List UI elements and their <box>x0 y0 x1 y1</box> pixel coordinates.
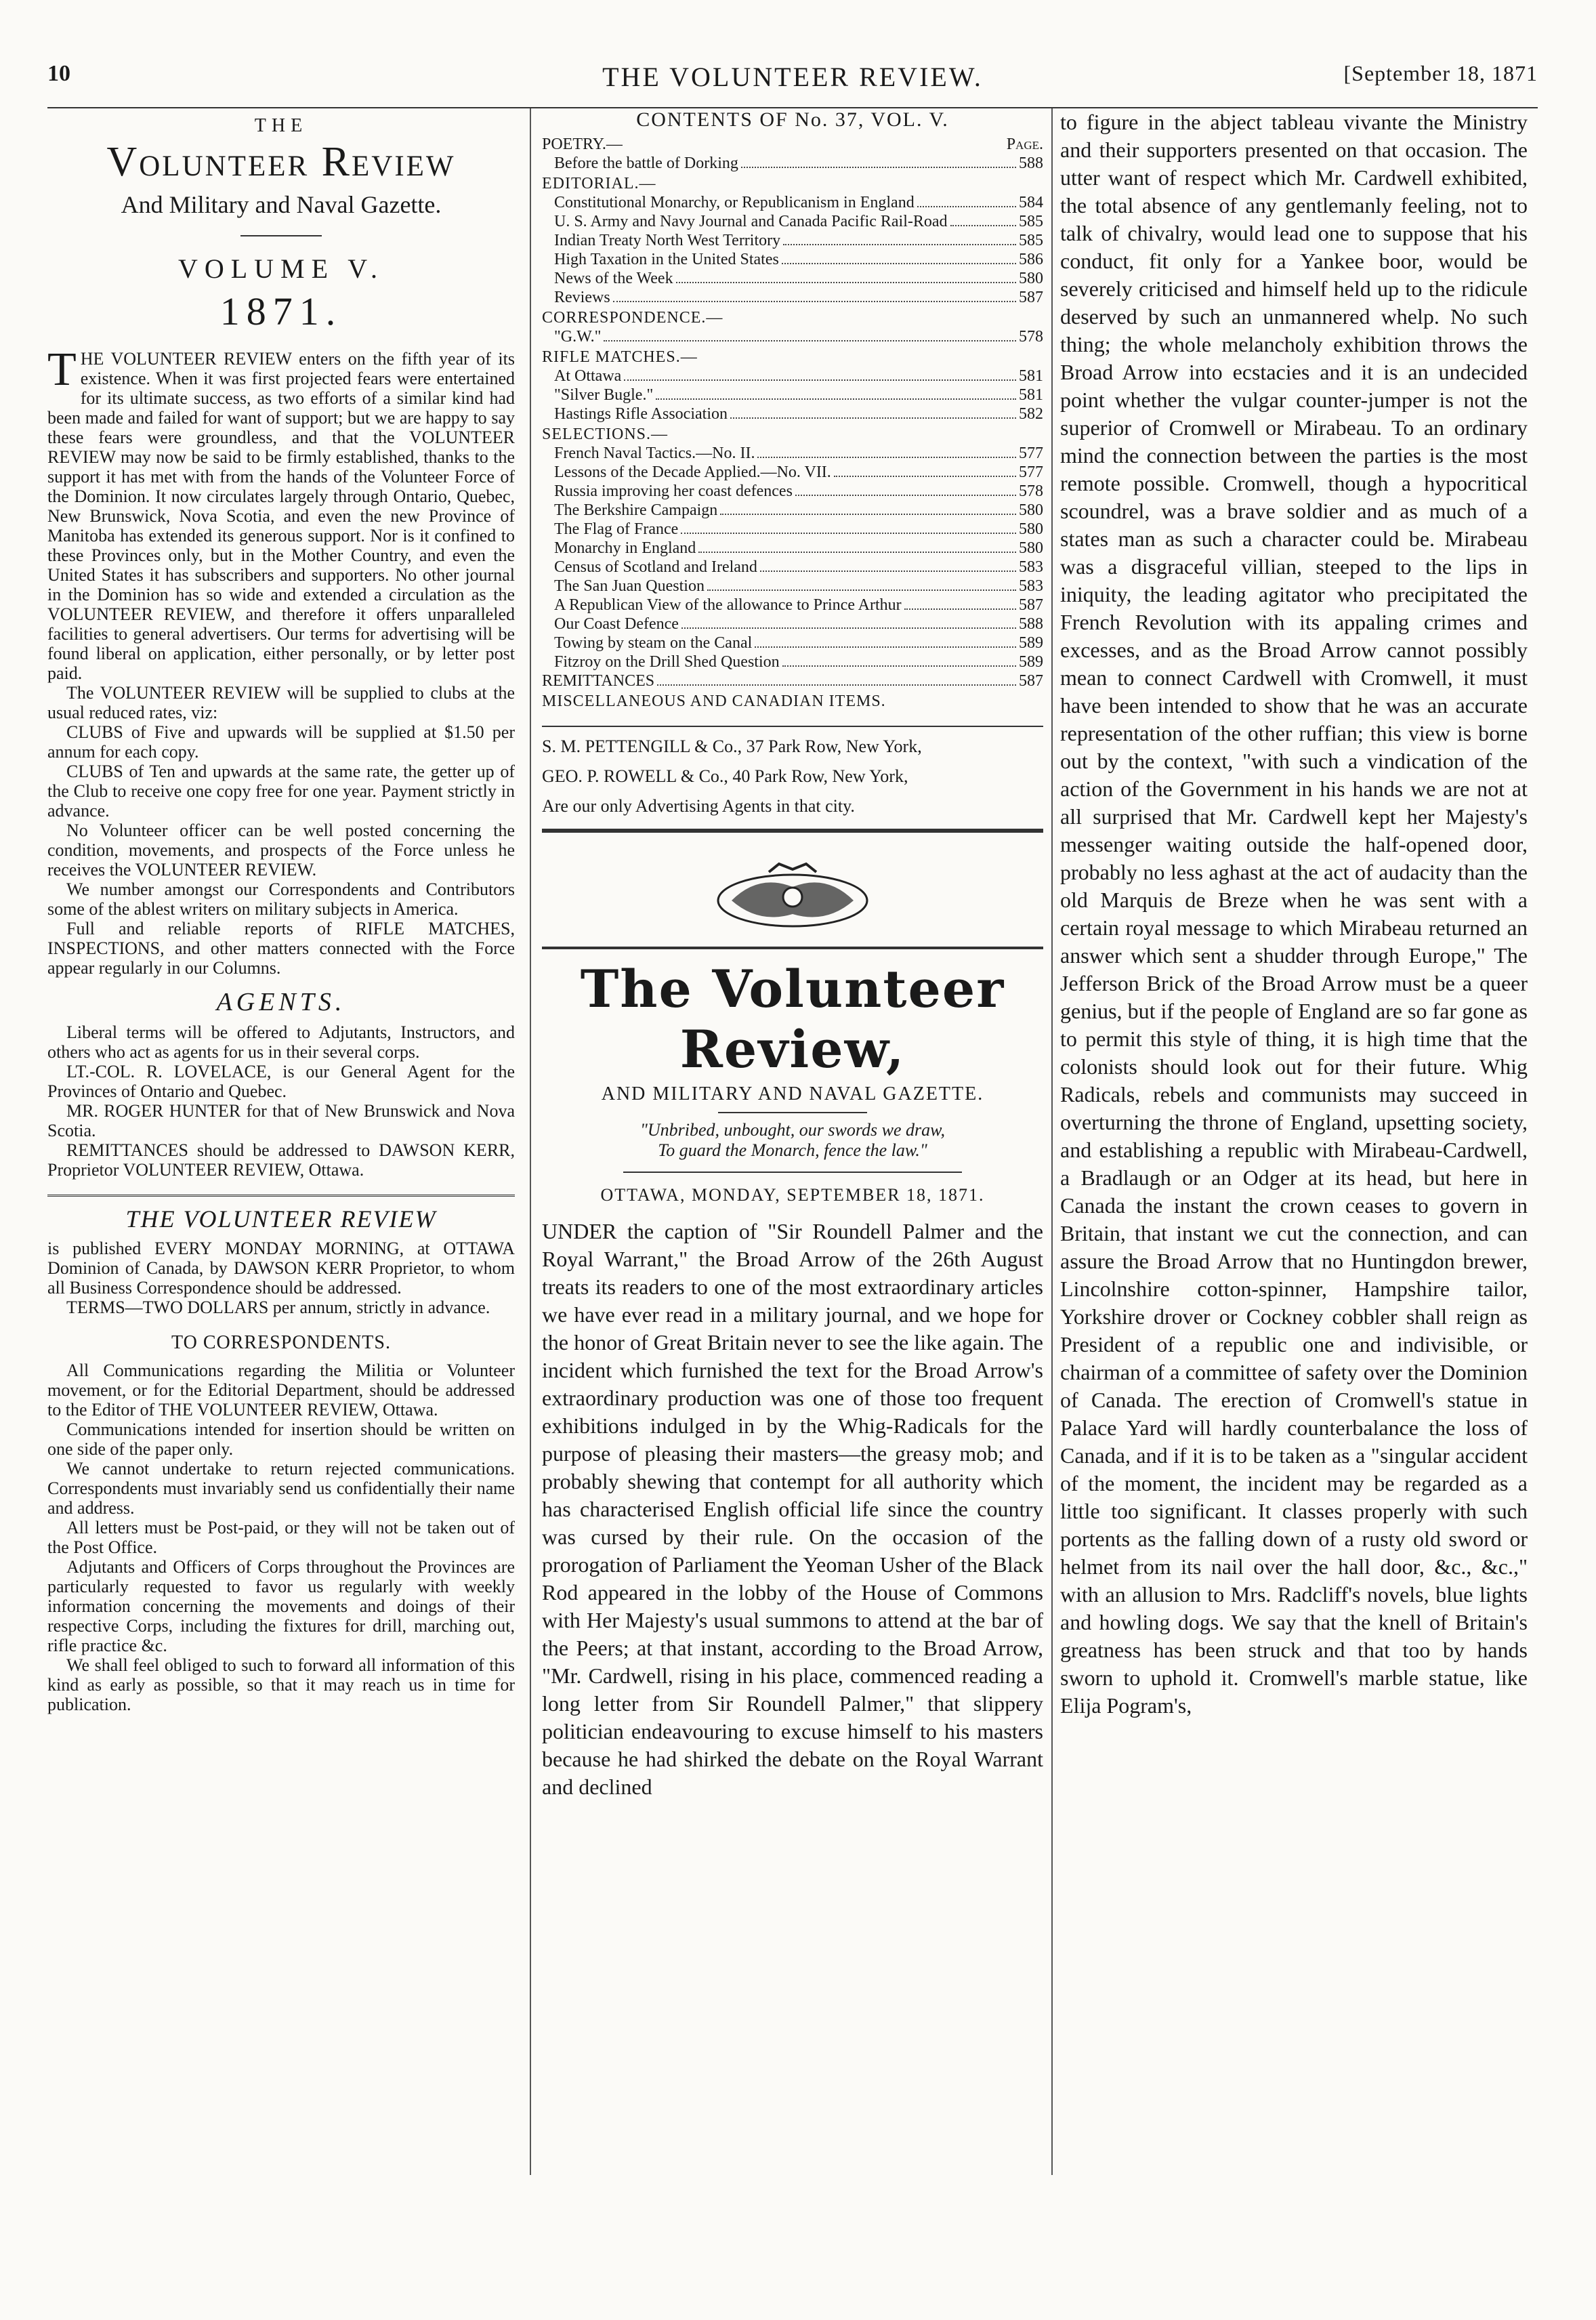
toc-page: 585 <box>1019 232 1043 249</box>
agent-lovelace: LT.-COL. R. LOVELACE, is our General Agent for the Provinces of Ontario and Quebec. <box>47 1062 515 1101</box>
agents-terms: Liberal terms will be offered to Adjutants, Instructors, and others who act as agents for us in their several corps. <box>47 1022 515 1062</box>
correspondents-note: We shall feel obliged to such to forward all information of this kind as early as possible, so that it may reach us in time for publication. <box>47 1655 515 1714</box>
paper-title: The Volunteer Review, <box>580 959 1005 1079</box>
toc-entry: Fitzroy on the Drill Shed Question <box>554 653 780 671</box>
toc-section: EDITORIAL.— <box>542 175 656 192</box>
article-continuation: to figure in the abject tableau vivante the Ministry and their supporters presented on that occasion. The utter want of respect which Mr. Cardwell exhibited, the total absence of any gentlemanly feeling, not to talk of chivalry, would lead one to suppose that his conduct, fit only for a Yankee boor, would be severely criticised and himself held up to the ridicule deserved by such an unmannered whelp. No such thing; the whole melancholy exhibition throws the Broad Arrow into ecstacies and it is an undecided point whether the vulgar counter-jumper is not the superior of Cromwell or Mirabeau. To an ordinary mind the connection between the parties is the most remote possible. Cromwell, though a hypocritical scoundrel, was a brave soldier and as much of a states man as such a character could be. Mirabeau was a disgraceful villian, steeped to the lips in iniquity, the leading agitator who precipitated the French Revolution with its appaling crimes and excesses, and as the Broad Arrow cannot possibly mean to connect Cardwell with Cromwell, it must have been intended to show that he was an accurate representation of the other ruffian; this view is borne out by the context, "with such a vindication of the action of the Government in his hands we are not at all surprised that Mr. Cardwell kept her Majesty's messenger waiting outside the half-opened door, probably no less aghast at the act of audacity than the old Marquis de Breze when he was sent with a certain royal message to which Mirabeau returned an answer which sent a shudder through Europe," The Jefferson Brick of the Broad Arrow must be a queer genius, but if the people of England are so far gone as to permit this style of thing, it is high time that the colonists should look out for their future. Whig Radicals, rebels and communists may succeed in overturning the throne of England, upsetting society, and establishing a republic with Mirabeau-Cardwell, a Bradlaugh or an Odger at its head, but here in Canada the instant the crown ceases to govern in Britain, that instant we cut the connection, and can assure the Broad Arrow that no Huntingdon brewer, Lincolnshire cotton-spinner, Hampshire tailor, Yorkshire drover or Cockney cobbler shall reign as President of a republic one and indivisible, or chairman of a committee of safety over the Dominion of Canada. The erection of Cromwell's statue in Palace Yard will hardly counterbalance the loss of Canada, and if it is to be taken as a "singular accident of the moment, the incident may be regarded as a little too significant. It classes properly with such portents as the falling down of a rusty old sword or helmet from its nail over the hall door, &c., &c.," with an allusion to Mrs. Radcliff's novels, blue lights and howling dogs. We say that the knell of Britain's greatness has been struck and that too by hands sworn to uphold it. Cromwell's marble statue, like Elija Pogram's, <box>1060 110 1528 1718</box>
toc-page: 582 <box>1019 405 1043 423</box>
intro-text: HE VOLUNTEER REVIEW enters on the fifth year of its existence. When it was first projected fears were entertained for its ultimate success, as two efforts of a similar kind had been made and failed for want of support; but we are happy to say these fears were groundless, and that the VOLUNTEER REVIEW may now be said to be firmly established, thanks to the support it has met with from the hands of the Volunteer Force of the Dominion. It now circulates largely through Ontario, Quebec, New Brunswick, Nova Scotia, and even the new Province of Manitoba has extended its generous support. Nor is it confined to these Provinces only, but in the Mother Country, and even the United States it has subscribers and supporters. No other journal in the Dominion has so wide and extended a circulation as the VOLUNTEER REVIEW, and therefore it offers unparalleled facilities to general advertisers. Our terms for advertising will be found liberal on application, either personally, or by letter post paid. <box>47 349 515 683</box>
toc-row <box>542 367 1043 386</box>
toc-page: 588 <box>1019 615 1043 633</box>
toc-page: 581 <box>1019 386 1043 404</box>
motto-line: To guard the Monarch, fence the law." <box>658 1140 927 1160</box>
toc-entry: The San Juan Question <box>554 577 705 595</box>
article-lead: UNDER <box>542 1219 617 1243</box>
dateline: OTTAWA, MONDAY, SEPTEMBER 18, 1871. <box>600 1185 985 1205</box>
toc-row <box>542 154 1043 173</box>
divider <box>542 726 1043 727</box>
toc-row <box>542 634 1043 652</box>
masthead-the: THE <box>254 115 308 136</box>
toc-entry: The Flag of France <box>554 520 679 538</box>
toc-section: CORRESPONDENCE.— <box>542 309 723 327</box>
toc-row <box>542 250 1043 269</box>
clubs-ten: CLUBS of Ten and upwards at the same rate, the getter up of the Club to receive one copy free for one year. Payment strictly in advance. <box>47 762 515 821</box>
column-left <box>47 108 515 2175</box>
running-header <box>47 61 1538 102</box>
toc-row <box>542 405 1043 423</box>
toc-row <box>542 652 1043 671</box>
toc-row <box>542 193 1043 212</box>
divider <box>718 1112 867 1113</box>
to-correspondents-heading: TO CORRESPONDENTS. <box>171 1332 391 1353</box>
toc-page: 580 <box>1019 501 1043 519</box>
toc-entry: Our Coast Defence <box>554 615 679 633</box>
toc-entry: The Berkshire Campaign <box>554 501 718 519</box>
drop-cap: T <box>47 344 77 396</box>
divider <box>47 1195 515 1197</box>
divider <box>240 235 322 236</box>
advertiser-pettengill: S. M. PETTENGILL & Co., 37 Park Row, New York, <box>542 737 922 756</box>
toc-page: 589 <box>1019 653 1043 671</box>
advertising-agents-note: Are our only Advertising Agents in that city. <box>542 796 855 816</box>
toc-page: 583 <box>1019 577 1043 595</box>
toc-entry: Hastings Rifle Association <box>554 405 728 423</box>
toc-row <box>542 501 1043 520</box>
correspondents-note: Communications intended for insertion should be written on one side of the paper only. <box>47 1420 515 1459</box>
agents-heading: AGENTS. <box>216 988 346 1016</box>
column-right <box>1060 108 1528 2175</box>
toc-entry: A Republican View of the allowance to Prince Arthur <box>554 596 902 614</box>
toc-page: 585 <box>1019 213 1043 230</box>
toc-row <box>542 444 1043 463</box>
contributors-notice: We number amongst our Correspondents and Contributors some of the ablest writers on military subjects in America. <box>47 879 515 919</box>
toc-page: 583 <box>1019 558 1043 576</box>
toc-page: 578 <box>1019 328 1043 346</box>
toc-entry: U. S. Army and Navy Journal and Canada Pacific Rail-Road <box>554 213 948 230</box>
correspondents-note: We cannot undertake to return rejected communications. Correspondents must invariably send us confidentially their name and address. <box>47 1459 515 1518</box>
officer-notice: No Volunteer officer can be well posted concerning the condition, movements, and prospects of the Force unless he receives the VOLUNTEER REVIEW. <box>47 821 515 879</box>
toc-row <box>542 327 1043 346</box>
column-middle <box>542 108 1043 2175</box>
toc-page: 589 <box>1019 634 1043 652</box>
vr-published: is published EVERY MONDAY MORNING, at OTTAWA Dominion of Canada, by DAWSON KERR Proprietor, to whom all Business Correspondence should be addressed. <box>47 1239 515 1298</box>
toc-entry: Monarchy in England <box>554 539 696 557</box>
toc-row <box>542 577 1043 596</box>
page-column-label: Page. <box>1006 136 1043 153</box>
contents-head <box>542 136 1043 154</box>
vr-terms: TERMS—TWO DOLLARS per annum, strictly in advance. <box>66 1298 490 1317</box>
issue-date: [September 18, 1871 <box>1343 61 1538 85</box>
vr-heading: THE VOLUNTEER REVIEW <box>125 1205 437 1232</box>
toc-page: 580 <box>1019 270 1043 287</box>
toc-entry: Lessons of the Decade Applied.—No. VII. <box>554 463 831 481</box>
toc-entry: News of the Week <box>554 270 673 287</box>
toc-entry: Before the battle of Dorking <box>554 154 738 172</box>
divider <box>623 1172 962 1173</box>
toc-entry: Indian Treaty North West Territory <box>554 232 781 249</box>
toc-row <box>542 269 1043 288</box>
toc-entry: High Taxation in the United States <box>554 251 779 268</box>
correspondents-note: All letters must be Post-paid, or they will not be taken out of the Post Office. <box>47 1518 515 1557</box>
toc-row <box>542 463 1043 482</box>
contents-list <box>542 154 1043 671</box>
toc-row <box>542 539 1043 558</box>
crest-ornament-icon <box>705 860 881 934</box>
correspondents-note: All Communications regarding the Militia or Volunteer movement, or for the Editorial Department, should be addressed to the Editor of THE VOLUNTEER REVIEW, Ottawa. <box>47 1361 515 1420</box>
toc-section: SELECTIONS.— <box>542 426 668 443</box>
toc-row <box>542 520 1043 539</box>
toc-entry: "G.W." <box>554 328 602 346</box>
volume-label: VOLUME V. <box>177 253 385 284</box>
page-number: 10 <box>47 61 70 86</box>
masthead-subtitle: And Military and Naval Gazette. <box>121 191 442 218</box>
toc-row <box>542 596 1043 615</box>
toc-page: 587 <box>1019 672 1043 690</box>
remittances-notice: REMITTANCES should be addressed to DAWSON KERR, Proprietor VOLUNTEER REVIEW, Ottawa. <box>47 1140 515 1180</box>
toc-entry: Towing by steam on the Canal <box>554 634 753 652</box>
advertiser-rowell: GEO. P. ROWELL & Co., 40 Park Row, New York, <box>542 766 908 786</box>
toc-row <box>542 671 1043 690</box>
toc-misc: MISCELLANEOUS AND CANADIAN ITEMS. <box>542 692 886 710</box>
toc-row <box>542 482 1043 501</box>
toc-section-poetry: POETRY.— <box>542 136 623 153</box>
motto-line: "Unbribed, unbought, our swords we draw, <box>639 1120 946 1140</box>
toc-page: 580 <box>1019 520 1043 538</box>
toc-page: 588 <box>1019 154 1043 172</box>
divider <box>542 947 1043 949</box>
toc-page: 587 <box>1019 289 1043 306</box>
column-divider <box>1051 108 1053 2175</box>
toc-page: 580 <box>1019 539 1043 557</box>
toc-row <box>542 231 1043 250</box>
paper-subtitle: AND MILITARY AND NAVAL GAZETTE. <box>601 1083 984 1104</box>
toc-page: 586 <box>1019 251 1043 268</box>
toc-entry: Constitutional Monarchy, or Republicanism in England <box>554 194 915 211</box>
toc-entry: "Silver Bugle." <box>554 386 654 404</box>
contents-title: CONTENTS OF No. 37, VOL. V. <box>636 108 949 131</box>
toc-page: 584 <box>1019 194 1043 211</box>
toc-entry: Russia improving her coast defences <box>554 482 793 500</box>
toc-page: 581 <box>1019 367 1043 385</box>
toc-page: 587 <box>1019 596 1043 614</box>
column-divider <box>530 108 531 2175</box>
editorial-article <box>542 1218 1043 1801</box>
toc-page: 578 <box>1019 482 1043 500</box>
toc-entry: REMITTANCES <box>542 672 655 690</box>
intro-paragraph <box>47 344 515 683</box>
running-title: THE VOLUNTEER REVIEW. <box>602 62 983 92</box>
clubs-intro: The VOLUNTEER REVIEW will be supplied to clubs at the usual reduced rates, viz: <box>47 683 515 722</box>
masthead-name: Volunteer Review <box>106 139 456 185</box>
toc-section: RIFLE MATCHES.— <box>542 348 698 366</box>
correspondents-note: Adjutants and Officers of Corps throughout the Provinces are particularly requested to favor us regularly with weekly information concerning the movements and doings of their respective Corps, including the fixtures for drill, marching out, rifle practice &c. <box>47 1557 515 1655</box>
toc-row <box>542 212 1043 231</box>
toc-entry: Census of Scotland and Ireland <box>554 558 757 576</box>
reports-notice: Full and reliable reports of RIFLE MATCHES, INSPECTIONS, and other matters connected with the Force appear regularly in our Columns. <box>47 919 515 978</box>
agent-hunter: MR. ROGER HUNTER for that of New Brunswick and Nova Scotia. <box>47 1101 515 1140</box>
clubs-five: CLUBS of Five and upwards will be supplied at $1.50 per annum for each copy. <box>47 722 515 762</box>
toc-entry: At Ottawa <box>554 367 622 385</box>
toc-row <box>542 615 1043 634</box>
toc-row <box>542 558 1043 577</box>
toc-page: 577 <box>1019 463 1043 481</box>
motto <box>542 1120 1043 1161</box>
toc-row <box>542 288 1043 307</box>
year-label: 1871. <box>219 289 343 333</box>
toc-page: 577 <box>1019 444 1043 462</box>
toc-row <box>542 386 1043 405</box>
toc-entry: Reviews <box>554 289 610 306</box>
divider <box>542 829 1043 833</box>
article-text: the caption of "Sir Roundell Palmer and the Royal Warrant," the Broad Arrow of the 26th August treats its readers to one of the most extraordinary articles we have ever read in a military journal, and we hope for the honor of Great Britain never to see the like again. The incident which furnished the text for the Broad Arrow's extraordinary production was one of those too frequent exhibitions indulged in by the Whig-Radicals for the purpose of pleasing their masters—the greasy mob; and probably shewing that contempt for all authority which has characterised English official life since the country was cursed by their rule. On the occasion of the prorogation of Parliament the Yeoman Usher of the Black Rod appeared in the lobby of the House of Commons with Her Majesty's usual summons to attend at the bar of the Peers; at that instant, according to the Broad Arrow, "Mr. Cardwell, rising in his place, commenced reading a long letter from Sir Roundell Palmer," that slippery politician endeavouring to excuse himself to his masters because he had shirked the debate on the Royal Warrant and declined <box>542 1219 1043 1799</box>
toc-entry: French Naval Tactics.—No. II. <box>554 444 755 462</box>
